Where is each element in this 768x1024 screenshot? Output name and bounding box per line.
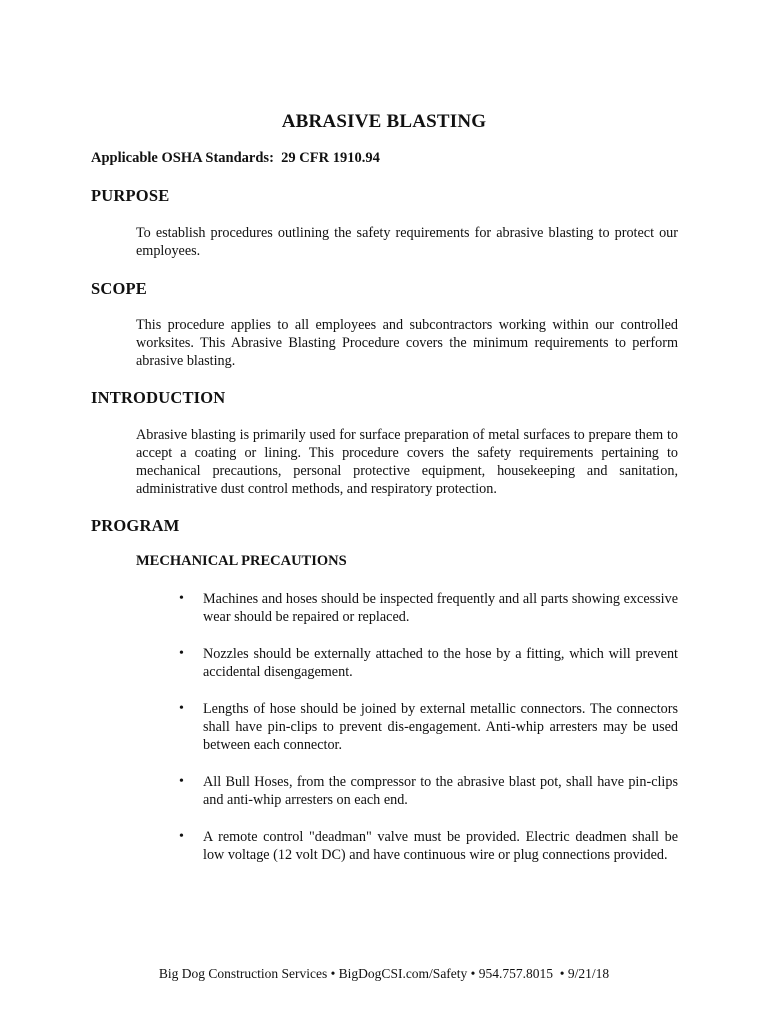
program-heading: PROGRAM (91, 516, 180, 535)
bullet-icon: • (179, 829, 184, 844)
list-item-text: Lengths of hose should be joined by external metallic connectors. The connectors shall have pin-clips to prevent dis-engagement. Anti-whip arresters may be used between each connector. (203, 701, 678, 753)
purpose-text: To establish procedures outlining the safety requirements for abrasive blasting to protect our employees. (136, 225, 678, 259)
applicable-standards: Applicable OSHA Standards: 29 CFR 1910.94 (91, 150, 380, 166)
bullet-icon: • (179, 701, 184, 716)
mechanical-precautions-list (176, 590, 678, 864)
purpose-heading: PURPOSE (91, 186, 170, 205)
list-item (176, 828, 678, 864)
page-footer: Big Dog Construction Services • BigDogCSI.com/Safety • 954.757.8015 • 9/21/18 (158, 966, 610, 981)
list-item-text: Machines and hoses should be inspected frequently and all parts showing excessive wear should be repaired or replaced. (203, 591, 678, 625)
scope-text: This procedure applies to all employees and subcontractors working within our controlled worksites. This Abrasive Blasting Procedure covers the minimum requirements to perform abrasive blasting. (136, 317, 678, 369)
list-item-text: Nozzles should be externally attached to the hose by a fitting, which will prevent accidental disengagement. (203, 646, 678, 680)
bullet-icon: • (179, 646, 184, 661)
list-item (176, 773, 678, 809)
list-item (176, 590, 678, 626)
list-item (176, 645, 678, 681)
list-item-text: All Bull Hoses, from the compressor to the abrasive blast pot, shall have pin-clips and anti-whip arresters on each end. (203, 774, 678, 808)
mechanical-precautions-heading: MECHANICAL PRECAUTIONS (136, 553, 347, 569)
introduction-text: Abrasive blasting is primarily used for surface preparation of metal surfaces to prepare them to accept a coating or lining. This procedure covers the safety requirements pertaining to mechanical precautions, personal protective equipment, housekeeping and sanitation, administrative dust control methods, and respiratory protection. (136, 427, 678, 497)
introduction-heading: INTRODUCTION (91, 388, 226, 407)
list-item-text: A remote control "deadman" valve must be provided. Electric deadmen shall be low voltage (12 volt DC) and have continuous wire or plug connections provided. (203, 829, 678, 863)
scope-heading: SCOPE (91, 279, 148, 298)
list-item (176, 700, 678, 754)
bullet-icon: • (179, 591, 184, 606)
bullet-icon: • (179, 774, 184, 789)
document-title: ABRASIVE BLASTING (281, 111, 487, 132)
